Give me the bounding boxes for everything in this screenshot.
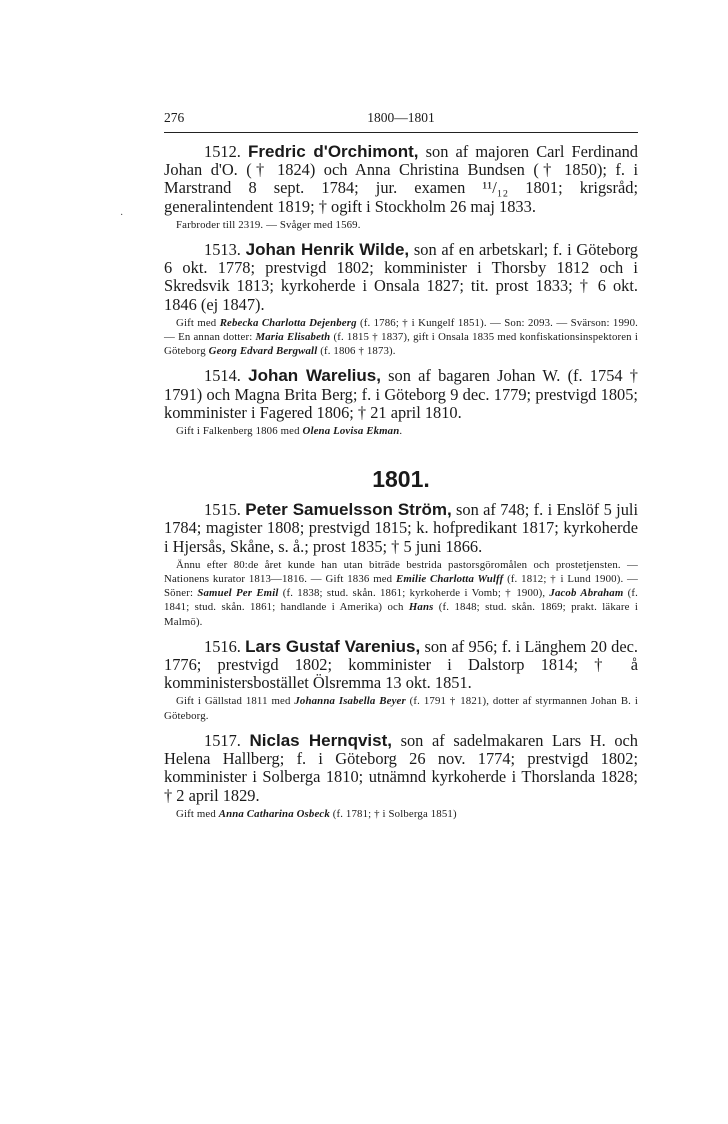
entry-1512	[164, 143, 638, 232]
entry-note	[164, 316, 638, 359]
note-text: (f. 1838; stud. skån. 1861; kyrkoherde i Vomb; † 1900),	[278, 587, 550, 600]
entry-name: Johan Henrik Wilde,	[245, 240, 410, 260]
entry-text	[164, 241, 638, 314]
entry-body: son af sadelmakaren Lars H. och Helena Hallberg; f. i Göteborg 26 nov. 1774; prestvigd 1802; komminister i Solberga 1810; utnämnd kyrkoherde i Thorslanda 1828; † 2 april 1829.	[164, 730, 638, 805]
entry-text	[164, 501, 638, 556]
section-year-heading: 1801.	[372, 466, 430, 493]
entry-number: 1517.	[204, 730, 241, 750]
entry-body: son af majoren Carl Ferdinand Johan d'O. († 1824) och Anna Christina Bundsen († 1850); f. i Marstrand 8 sept. 1784; jur. examen ¹¹/₁₂ 1801; krigsråd; generalintendent 1819; † ogift i Stockholm 26 maj 1833.	[164, 142, 638, 216]
note-text: (f. 1841; stud. skån. 1861; handlande i Amerika) och	[164, 587, 638, 614]
entry-note	[164, 424, 638, 438]
note-text: (f. 1815 † 1837), gift i Onsala 1835 med konfiskationsinspektoren i Göteborg	[164, 331, 638, 358]
running-head-years: 1800—1801	[367, 110, 435, 125]
note-person: Samuel Per Emil	[197, 587, 279, 600]
entry-1513	[164, 241, 638, 358]
entry-name: Fredric d'Orchimont,	[248, 142, 419, 161]
entry-note	[164, 807, 638, 821]
entry-text	[164, 732, 638, 805]
entry-note: Farbroder till 2319. — Svåger med 1569.	[176, 218, 361, 231]
note-text: Gift med	[176, 807, 219, 820]
entry-1515	[164, 501, 638, 629]
note-text: (f. 1812; † i Lund 1900). — Söner:	[164, 573, 638, 600]
entry-name: Peter Samuelsson Ström,	[245, 500, 452, 520]
note-text: Gift med	[176, 316, 220, 329]
entry-1517	[164, 732, 638, 821]
page-header	[164, 106, 638, 133]
note-text: (f. 1806 † 1873).	[317, 345, 396, 358]
entry-text	[164, 143, 638, 216]
note-person: Rebecka Charlotta Dejenberg	[219, 316, 357, 329]
note-text: (f. 1781; † i Solberga 1851)	[329, 807, 457, 820]
note-text: Gift i Gällstad 1811 med	[176, 695, 295, 708]
note-person: Georg Edvard Bergwall	[208, 345, 318, 358]
note-person: Maria Elisabeth	[255, 331, 331, 344]
note-person: Anna Catharina Osbeck	[218, 807, 330, 820]
note-person: Emilie Charlotta Wulff	[396, 573, 504, 586]
entry-number: 1515.	[204, 500, 241, 520]
note-person: Johanna Isabella Beyer	[294, 695, 406, 708]
note-text: Ännu efter 80:de året kunde han utan biträde bestrida pastorsgöromålen och prostetjensten. — Nationens kurator 1813—1816. — Gift 1836 med	[164, 558, 638, 586]
note-text: (f. 1848; stud. skån. 1869; prakt. läkare i Malmö).	[164, 601, 638, 628]
note-person: Jacob Abraham	[549, 587, 624, 600]
entry-note	[164, 558, 638, 629]
entry-text	[164, 367, 638, 422]
entry-number: 1513.	[204, 240, 241, 260]
entry-1514	[164, 367, 638, 438]
entry-number: 1512.	[204, 142, 241, 161]
entry-body: son af bagaren Johan W. (f. 1754 † 1791) och Magna Brita Berg; f. i Göteborg 9 dec. 1779; prestvigd 1805; komminister i Fagered 1806; † 21 april 1810.	[164, 366, 638, 422]
page-number: 276	[164, 110, 185, 125]
entry-body: son af en arbetskarl; f. i Göteborg 6 okt. 1778; prestvigd 1802; komminister i Thorsby 1812 och i Skredsvik 1813; kyrkoherde i Onsala 1827; tit. prost 1833; † 6 okt. 1846 (ej 1847).	[164, 240, 638, 314]
note-person: Olena Lovisa Ekman	[302, 425, 400, 438]
entry-note	[164, 694, 638, 722]
note-text: Gift i Falkenberg 1806 med	[176, 425, 303, 438]
note-text: (f. 1791 † 1821), dotter af styrmannen Johan B. i Göteborg.	[164, 695, 639, 722]
entry-text	[164, 638, 638, 693]
note-text: (f. 1786; † i Kungelf 1851). — Son: 2093. — Svärson: 1990. — En annan dotter:	[164, 316, 638, 344]
entry-number: 1514.	[204, 366, 241, 386]
entry-number: 1516.	[204, 636, 241, 656]
entry-body: son af 748; f. i Enslöf 5 juli 1784; magister 1808; prestvigd 1815; k. hofpredikant 1817; kyrkoherde i Hjersås, Skåne, s. å.; prost 1835; † 5 juni 1866.	[164, 500, 638, 556]
entry-body: son af 956; f. i Länghem 20 dec. 1776; prestvigd 1802; komminister i Dalstorp 1814; † å komministersbostället Ölsremma 13 okt. 1851.	[164, 636, 638, 693]
margin-mark: ·	[120, 210, 124, 221]
note-text: .	[399, 425, 403, 438]
page-content	[164, 143, 638, 821]
note-person: Hans	[408, 601, 434, 614]
entry-name: Niclas Hernqvist,	[249, 730, 392, 750]
entry-name: Johan Warelius,	[248, 366, 381, 386]
entry-1516	[164, 638, 638, 723]
entry-name: Lars Gustaf Varenius,	[245, 636, 421, 656]
